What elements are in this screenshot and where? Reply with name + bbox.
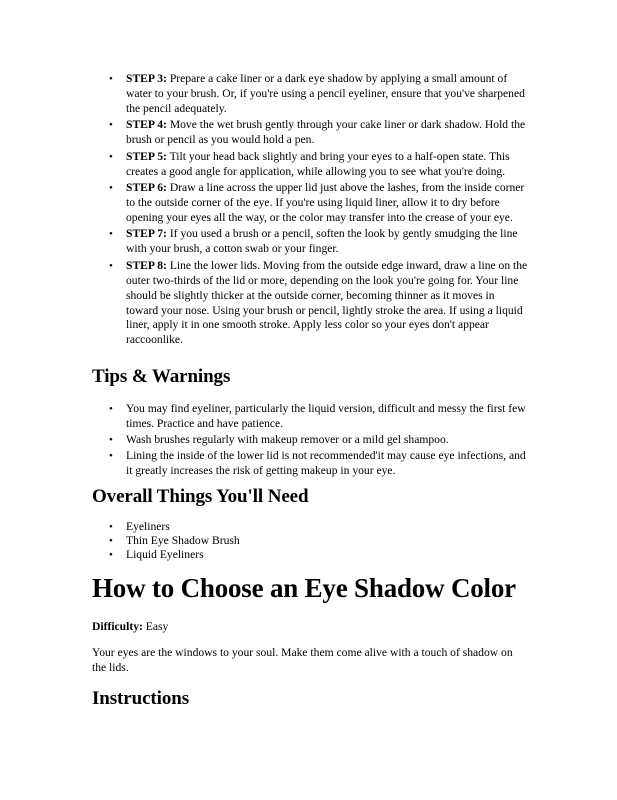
- difficulty-label: Difficulty:: [92, 620, 143, 633]
- list-item: [126, 118, 528, 148]
- list-item: [126, 259, 528, 348]
- instructions-heading: Instructions: [92, 688, 189, 709]
- step-label: STEP 3:: [126, 72, 167, 85]
- difficulty-value: Easy: [142, 620, 169, 633]
- step-text: Tilt your head back slightly and bring your eyes to a half-open state. This creates a good angle for application, while allowing you to see what you're doing.: [126, 149, 510, 178]
- step-text: If you used a brush or a pencil, soften the look by gently smudging the line with your brush, a cotton swab or your finger.: [126, 227, 518, 256]
- list-item: [126, 181, 528, 226]
- difficulty-line: [92, 620, 168, 633]
- step-text: Line the lower lids. Moving from the outside edge inward, draw a line on the outer two-thirds of the lid or more, depending on the look you're going for. Your line should be slightly thicker at the outside corner, becoming thinner as it moves in toward your nose. Using your brush or pencil, lightly stroke the area. If using a liquid liner, apply it in one smooth stroke. Apply less color so your eyes don't appear raccoonlike.: [126, 258, 528, 347]
- intro-paragraph: Your eyes are the windows to your soul. Make them come alive with a touch of shadow on the lids.: [92, 646, 513, 674]
- list-item: • Eyeliners: [126, 520, 526, 534]
- step-label: STEP 5:: [126, 149, 167, 163]
- step-text: Prepare a cake liner or a dark eye shadow by applying a small amount of water to your brush. Or, if you're using a pencil eyeliner, ensure that you've sharpened the pencil adequately.: [126, 72, 525, 115]
- tips-list: [126, 402, 528, 480]
- things-heading: Overall Things You'll Need: [92, 486, 309, 507]
- list-item: • Lining the inside of the lower lid is not recommended'it may cause eye infections, and it greatly increases the risk of getting makeup in your eye.: [126, 449, 528, 478]
- step-text: Draw a line across the upper lid just above the lashes, from the inside corner to the outside corner of the eye. If you're using liquid liner, allow it to dry before opening your eyes all the way, or the color may transfer into the crease of your eye.: [126, 181, 525, 224]
- list-item: • You may find eyeliner, particularly the liquid version, difficult and messy the first few times. Practice and have patience.: [126, 402, 528, 431]
- steps-list: [126, 72, 528, 350]
- things-list: [126, 520, 526, 562]
- list-item: [126, 227, 528, 257]
- list-item: • Wash brushes regularly with makeup remover or a mild gel shampoo.: [126, 433, 528, 448]
- list-item: • Liquid Eyeliners: [126, 548, 526, 562]
- list-item: [126, 72, 528, 117]
- article-title: How to Choose an Eye Shadow Color: [92, 573, 516, 603]
- step-text: Move the wet brush gently through your cake liner or dark shadow. Hold the brush or pencil as you would hold a pen.: [126, 118, 526, 147]
- step-label: STEP 4:: [126, 118, 167, 132]
- step-label: STEP 8:: [126, 258, 167, 272]
- list-item: [126, 150, 528, 180]
- tips-heading: Tips & Warnings: [92, 366, 231, 387]
- list-item: • Thin Eye Shadow Brush: [126, 534, 526, 548]
- step-label: STEP 7:: [126, 227, 167, 241]
- step-label: STEP 6:: [126, 181, 167, 195]
